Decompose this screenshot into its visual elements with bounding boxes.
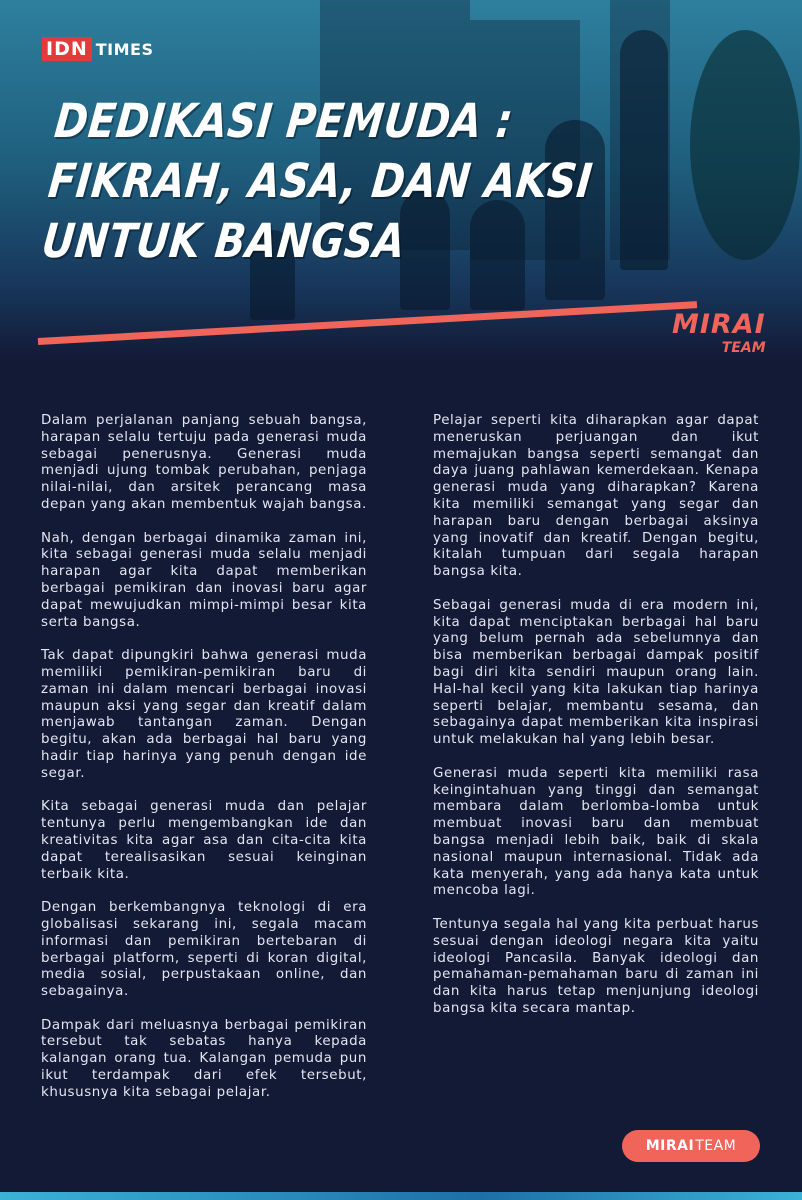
paragraph: Dampak dari meluasnya berbagai pemikiran tersebut tak sebatas hanya kepada kalangan orang tua. Kalangan pemuda pun ikut terdampak dari efek tersebut, khususnya kita sebagai pelajar.	[41, 1017, 367, 1100]
paragraph: Dengan berkembangnya teknologi di era globalisasi sekarang ini, segala macam informasi dan pemikiran bertebaran di berbagai platform, seperti di koran digital, media sosial, perpustakaan online, dan sebagainya.	[41, 900, 367, 1000]
mirai-team-tag	[672, 310, 766, 356]
paragraph: Pelajar seperti kita diharapkan agar dapat meneruskan perjuangan dan ikut memajukan bangsa seperti semangat dan daya juang pahlawan kemerdekaan. Kenapa generasi muda yang diharapkan? Karena kita memiliki semangat yang segar dan harapan baru dengan berbagai aksinya yang inovatif dan kreatif. Dengan begitu, kitalah tumpuan dari segala harapan bangsa kita.	[433, 413, 759, 580]
bottom-accent-bar	[0, 1192, 802, 1200]
page-title	[39, 92, 602, 272]
paragraph: Dalam perjalanan panjang sebuah bangsa, harapan selalu tertuju pada generasi muda sebagai penerusnya. Generasi muda menjadi ujung tombak perubahan, penjaga nilai-nilai, dan arsitek perancang masa depan yang akan membentuk wajah bangsa.	[41, 413, 367, 512]
title-line: UNTUK BANGSA	[39, 214, 408, 269]
logo-times: TIMES	[95, 39, 154, 59]
paragraph: Tak dapat dipungkiri bahwa generasi muda memiliki pemikiran-pemikiran baru di zaman ini dalam mencari berbagai inovasi maupun aksi yang segar dan kreatif dalam menjawab tantangan zaman. Dengan begitu, akan ada berbagai hal baru yang hadir tiap harinya yang penuh dengan ide segar.	[41, 648, 367, 781]
idn-times-logo	[42, 37, 154, 61]
paragraph: Nah, dengan berbagai dinamika zaman ini, kita sebagai generasi muda selalu menjadi harapan agar kita dapat memberikan berbagai pemikiran dan inovasi baru agar dapat mewujudkan mimpi-mimpi besar kita serta bangsa.	[41, 530, 367, 630]
paragraph: Tentunya segala hal yang kita perbuat harus sesuai dengan ideologi negara kita yaitu ideologi Pancasila. Banyak ideologi dan pemahaman-pemahaman baru di zaman ini dan kita harus tetap menjunjung ideologi bangsa kita secara mantap.	[433, 916, 759, 1016]
title-line: FIKRAH, ASA, DAN AKSI	[45, 154, 596, 209]
mirai-team-badge	[622, 1130, 760, 1162]
pill-sub: TEAM	[695, 1138, 737, 1154]
article-column-right	[433, 413, 759, 1034]
tag-sub: TEAM	[721, 340, 766, 356]
pill-main: MIRAI	[645, 1138, 695, 1154]
title-line: DEDIKASI PEMUDA :	[52, 94, 516, 149]
logo-idn: IDN	[42, 37, 92, 61]
tag-main: MIRAI	[672, 309, 766, 340]
paragraph: Sebagai generasi muda di era modern ini, kita dapat menciptakan berbagai hal baru yang belum pernah ada sebelumnya dan bisa memberikan berbagai dampak positif bagi diri kita sendiri maupun orang lain. Hal-hal kecil yang kita lakukan tiap harinya seperti belajar, membantu sesama, dan sebagainya dapat memberikan kita inspirasi untuk melakukan hal yang lebih besar.	[433, 597, 759, 748]
paragraph: Kita sebagai generasi muda dan pelajar tentunya perlu mengembangkan ide dan kreativitas kita agar asa dan cita-cita kita dapat terealisasikan sesuai keinginan terbaik kita.	[41, 799, 367, 882]
paragraph: Generasi muda seperti kita memiliki rasa keingintahuan yang tinggi dan semangat membara dalam berlomba-lomba untuk membuat inovasi baru dan membuat bangsa menjadi lebih baik, baik di skala nasional maupun internasional. Tidak ada kata menyerah, yang ada hanya kata untuk mencoba lagi.	[433, 765, 759, 899]
article-column-left	[41, 413, 367, 1118]
